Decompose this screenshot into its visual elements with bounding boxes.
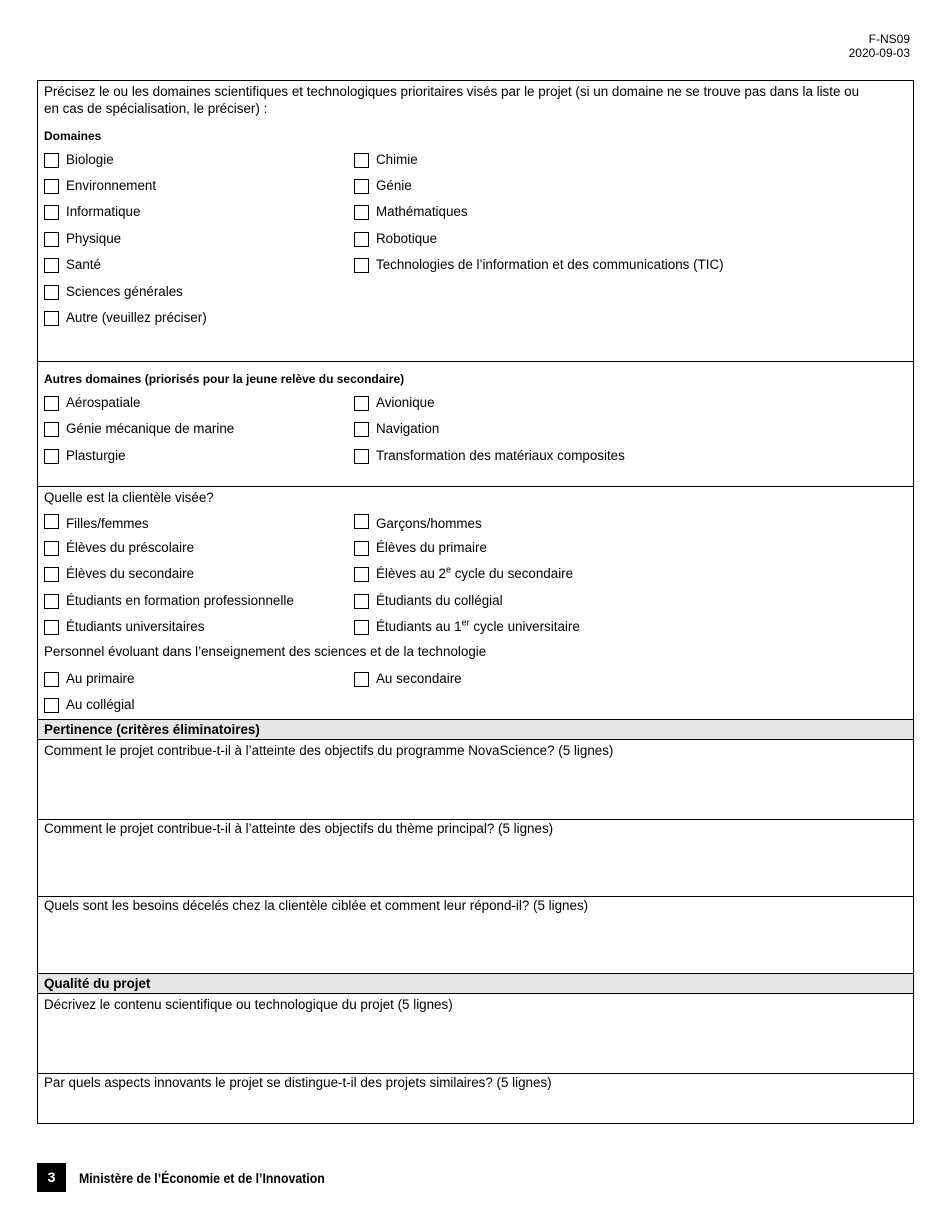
checkbox[interactable] [44,541,59,556]
checkbox[interactable] [354,541,369,556]
checkbox[interactable] [354,422,369,437]
checkbox[interactable] [44,672,59,687]
checkbox[interactable] [354,179,369,194]
checkbox[interactable] [354,205,369,220]
checkbox[interactable] [354,594,369,609]
checkbox[interactable] [44,285,59,300]
domains-title: Domaines [44,129,102,143]
form-date: 2020-09-03 [848,46,910,60]
form-code: F-NS09 [868,32,910,46]
checkbox[interactable] [44,396,59,411]
checkbox[interactable] [44,567,59,582]
checkbox[interactable] [44,698,59,713]
checkbox[interactable] [44,258,59,273]
clientele-question: Quelle est la clientèle visée? [44,490,214,505]
divider [38,1073,913,1074]
checkbox[interactable] [44,620,59,635]
qualite-question-2: Par quels aspects innovants le projet se distingue-t-il des projets similaires? (5 lignes) [44,1075,552,1090]
domains-intro-line1: Précisez le ou les domaines scientifiques et technologiques prioritaires visés par le projet (si un domaine ne se trouve pas dans la liste ou [44,84,860,99]
other-domains-title: Autres domaines (priorisés pour la jeune relève du secondaire) [44,372,405,386]
checkbox[interactable] [354,396,369,411]
divider [38,486,913,487]
checkbox[interactable] [44,449,59,464]
divider [38,819,913,820]
pertinence-header: Pertinence (critères éliminatoires) [38,719,913,740]
checkbox[interactable] [44,594,59,609]
pertinence-question-1: Comment le projet contribue-t-il à l’atteinte des objectifs du programme NovaScience? (5 lignes) [44,743,614,758]
checkbox[interactable] [44,422,59,437]
domains-intro-line2: en cas de spécialisation, le préciser) : [44,101,268,116]
checkbox[interactable] [44,514,59,529]
checkbox[interactable] [44,179,59,194]
pertinence-question-3: Quels sont les besoins décelés chez la clientèle ciblée et comment leur répond-il? (5 lignes) [44,898,589,913]
checkbox[interactable] [354,620,369,635]
qualite-question-1: Décrivez le contenu scientifique ou technologique du projet (5 lignes) [44,997,453,1012]
pertinence-question-2: Comment le projet contribue-t-il à l’atteinte des objectifs du thème principal? (5 lignes) [44,821,554,836]
checkbox[interactable] [354,153,369,168]
divider [38,896,913,897]
checkbox[interactable] [354,514,369,529]
checkbox[interactable] [354,672,369,687]
staff-title: Personnel évoluant dans l’enseignement des sciences et de la technologie [44,644,487,659]
ministry-name: Ministère de l’Économie et de l’Innovation [79,1170,325,1186]
page-number: 3 [37,1163,66,1192]
checkbox[interactable] [354,449,369,464]
checkbox[interactable] [44,205,59,220]
form-code-block [849,32,910,60]
form-frame: Précisez le ou les domaines scientifiques et technologiques prioritaires visés par le projet (si un domaine ne se trouve pas dans la liste ou en cas de spécialisation, le préciser) : Domaines Biologie Environnement Informatique Physique Santé Sciences générales Autre (veuillez préciser) Chimie Génie Mathématiques Robotique Technologies de l’information et des communications (TIC) Autres domaines (priorisés pour la jeune relève du secondaire) Aérospatiale Génie mécanique de marine Plasturgie Avionique Navigation Transformation des matériaux composites Quelle est la clientèle visée? Filles/femmes Élèves du préscolaire Élèves du secondaire Étudiants en formation professionnelle Étudiants universitaires Garçons/hommes Élèves du primaire Élèves au 2e cycle du secondaire Étudiants du collégial Étudiants au 1er cycle universitaire Personnel évoluant dans l’enseignement des sciences et de la technologie Au primaire Au collégial Au secondaire Pertinence (critères éliminatoires) Comment le projet contribue-t-il à l’atteinte des objectifs du programme NovaScience? (5 lignes) Comment le projet contribue-t-il à l’atteinte des objectifs du thème principal? (5 lignes) Quels sont les besoins décelés chez la clientèle ciblée et comment leur répond-il? (5 lignes) Qualité du projet Décrivez le contenu scientifique ou technologique du projet (5 lignes) Par quels aspects innovants le projet se distingue-t-il des projets similaires? (5 lignes) [37,80,914,1124]
checkbox[interactable] [44,153,59,168]
checkbox[interactable] [44,232,59,247]
checkbox[interactable] [354,258,369,273]
checkbox[interactable] [354,567,369,582]
qualite-header: Qualité du projet [38,973,913,994]
checkbox[interactable] [44,311,59,326]
divider [38,361,913,362]
checkbox[interactable] [354,232,369,247]
